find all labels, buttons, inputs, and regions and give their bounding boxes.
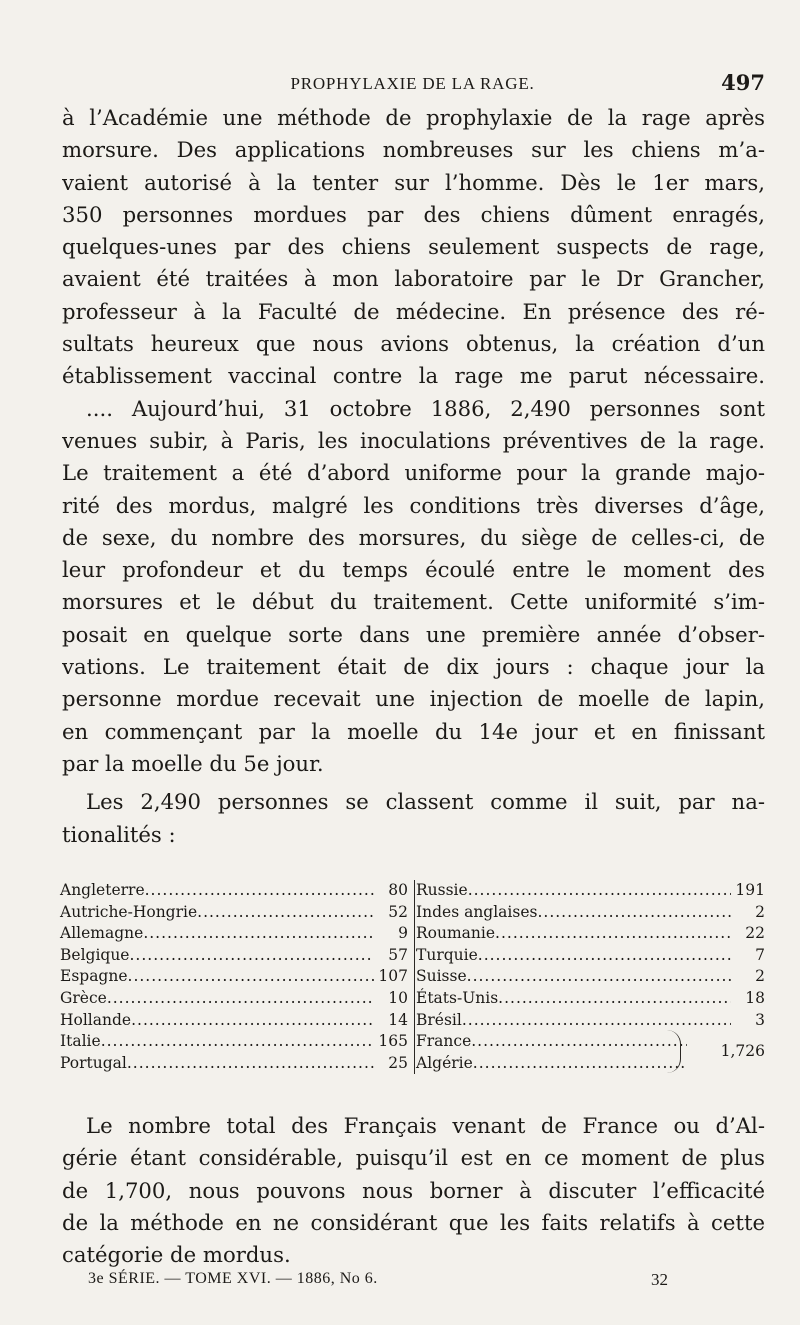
text-line: à l’Académie une méthode de prophylaxie de la rage après [62, 105, 765, 130]
country-count: 2 [755, 967, 765, 986]
table-row [416, 902, 765, 924]
country-name: Hollande [60, 1010, 132, 1029]
text-line: morsure. Des applications nombreuses sur les chiens m’a- [62, 137, 765, 163]
country-count: 57 [388, 945, 408, 964]
text-line: Le traitement a été d’abord uniforme pour la grande majo- [62, 460, 765, 486]
paragraph-3 [62, 786, 765, 851]
country-name: Russie [416, 881, 468, 899]
country-name: Portugal [60, 1053, 127, 1072]
paragraph-4 [62, 1110, 765, 1271]
table-row [60, 966, 408, 988]
country-name: France [416, 1032, 472, 1051]
table-row [416, 1010, 765, 1032]
table-row [60, 1053, 408, 1075]
text-line: Le nombre total des Français venant de France ou d’Al- [86, 1113, 765, 1138]
country-count: 9 [398, 924, 408, 943]
text-line: en commençant par la moelle du 14e jour et en finissant [62, 718, 765, 744]
text-line: vations. Le traitement était de dix jours : chaque jour la [62, 654, 765, 680]
paragraph-1 [62, 102, 765, 393]
text-line: .... Aujourd’hui, 31 octobre 1886, 2,490 personnes sont [86, 395, 765, 421]
country-count: 14 [388, 1010, 408, 1029]
text-line: de sexe, du nombre des morsures, du siège de celles-ci, de [62, 524, 765, 550]
country-count: 165 [378, 1032, 408, 1051]
country-name: Algérie [416, 1053, 473, 1072]
text-line: vaient autorisé à la tenter sur l’homme. Dès le 1er mars, [62, 169, 765, 195]
table-column-right [416, 880, 765, 1074]
text-line: catégorie de mordus. [62, 1242, 291, 1268]
country-count: 10 [388, 988, 408, 1007]
country-name: Allemagne [60, 924, 144, 943]
table-row [60, 923, 408, 945]
paragraph-2 [62, 393, 765, 781]
country-name: Indes anglaises [416, 902, 538, 921]
table-row [60, 988, 408, 1010]
country-count: 25 [388, 1053, 408, 1072]
country-name: Angleterre [60, 881, 145, 899]
table-row [60, 880, 408, 902]
table-row [60, 1010, 408, 1032]
country-count: 52 [388, 902, 408, 921]
text-line: établissement vaccinal contre la rage me parut nécessaire. [62, 363, 765, 389]
france-algerie-total: 1,726 [720, 1042, 765, 1060]
country-name: Italie [60, 1032, 101, 1051]
table-row [416, 966, 765, 988]
country-count: 191 [735, 881, 765, 899]
text-line: de 1,700, nous pouvons nous borner à discuter l’efficacité [62, 1177, 765, 1203]
signature-mark: 3e SÉRIE. — TOME XVI. — 1886, No 6. [88, 1270, 378, 1287]
table-row [416, 923, 765, 945]
table-row [60, 902, 408, 924]
text-line: 350 personnes mordues par des chiens dûment enragés, [62, 201, 765, 227]
text-line: gérie étant considérable, puisqu’il est en ce moment de plus [62, 1145, 765, 1171]
text-line: rité des mordus, malgré les conditions très diverses d’âge, [62, 492, 765, 518]
table-row [416, 880, 765, 902]
sheet-number: 32 [651, 1270, 668, 1289]
country-name: Grèce [60, 988, 107, 1007]
text-line: avaient été traitées à mon laboratoire par le Dr Grancher, [62, 266, 765, 292]
country-count: 18 [745, 988, 765, 1007]
brace-icon [664, 1030, 681, 1073]
text-line: venues subir, à Paris, les inoculations préventives de la rage. [62, 427, 765, 453]
table-row [60, 1031, 408, 1053]
page-footer [88, 1270, 668, 1294]
text-line: tionalités : [62, 821, 176, 847]
country-name: Turquie [416, 945, 478, 964]
country-count: 3 [755, 1010, 765, 1029]
text-line: de la méthode en ne considérant que les faits relatifs à cette [62, 1209, 765, 1235]
text-line: Les 2,490 personnes se classent comme il suit, par na- [86, 789, 765, 815]
country-name: Brésil [416, 1010, 462, 1029]
table-row [416, 945, 765, 967]
country-count: 22 [745, 924, 765, 943]
table-row [416, 988, 765, 1010]
text-line: leur profondeur et du temps écoulé entre le moment des [62, 557, 765, 583]
text-line: morsures et le début du traitement. Cette uniformité s’im- [62, 589, 765, 615]
country-name: États-Unis [416, 988, 499, 1007]
table-row [60, 945, 408, 967]
text-line: quelques-unes par des chiens seulement suspects de rage, [62, 234, 765, 260]
country-count: 2 [755, 902, 765, 921]
text-line: posait en quelque sorte dans une première année d’obser- [62, 621, 765, 647]
country-name: Roumanie [416, 924, 496, 943]
country-name: Belgique [60, 945, 130, 964]
country-name: Suisse [416, 967, 467, 986]
text-line: personne mordue recevait une injection de moelle de lapin, [62, 686, 765, 712]
country-name: Autriche-Hongrie [60, 902, 198, 921]
table-column-left [60, 880, 415, 1074]
running-title: PROPHYLAXIE DE LA RAGE. [290, 74, 535, 93]
text-line: sultats heureux que nous avions obtenus, la création d’un [62, 331, 765, 357]
running-head [60, 70, 765, 100]
page-number: 497 [721, 70, 765, 95]
country-name: Espagne [60, 967, 128, 986]
country-count: 107 [378, 967, 408, 986]
country-count: 80 [388, 881, 408, 899]
text-line: par la moelle du 5e jour. [62, 750, 324, 776]
main-text [62, 102, 765, 851]
text-line: professeur à la Faculté de médecine. En présence des ré- [62, 298, 765, 324]
country-count: 7 [755, 945, 765, 964]
